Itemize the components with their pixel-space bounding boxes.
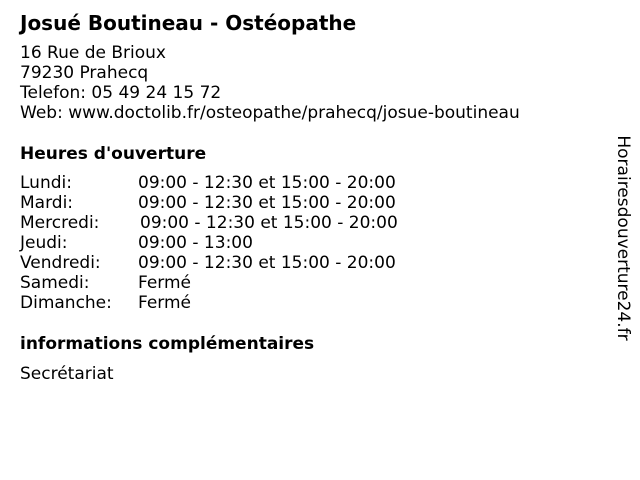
day-label: Lundi: xyxy=(20,173,72,193)
day-label: Samedi: xyxy=(20,273,90,293)
contact-block xyxy=(20,43,520,123)
hours-heading: Heures d'ouverture xyxy=(20,144,207,164)
page-title: Josué Boutineau - Ostéopathe xyxy=(20,11,357,35)
day-label: Mercredi: xyxy=(20,213,100,233)
time-range: 09:00 - 13:00 xyxy=(138,233,253,253)
time-range: Fermé xyxy=(138,273,192,293)
time-range: 09:00 - 12:30 et 15:00 - 20:00 xyxy=(138,173,396,193)
city-address: 79230 Prahecq xyxy=(20,63,149,83)
additional-info-text: Secrétariat xyxy=(20,364,114,384)
day-label: Vendredi: xyxy=(20,253,101,273)
day-label: Jeudi: xyxy=(20,233,68,253)
time-range: 09:00 - 12:30 et 15:00 - 20:00 xyxy=(138,193,396,213)
day-label: Mardi: xyxy=(20,193,74,213)
time-range: Fermé xyxy=(138,293,192,313)
street-address: 16 Rue de Brioux xyxy=(20,43,166,63)
phone-number: Telefon: 05 49 24 15 72 xyxy=(20,83,222,103)
time-range: 09:00 - 12:30 et 15:00 - 20:00 xyxy=(138,253,396,273)
additional-info-heading: informations complémentaires xyxy=(20,334,315,354)
time-range: 09:00 - 12:30 et 15:00 - 20:00 xyxy=(140,213,398,233)
day-label: Dimanche: xyxy=(20,293,112,313)
watermark-text: Horairesdouverture24.fr xyxy=(613,135,633,341)
website-url: Web: www.doctolib.fr/osteopathe/prahecq/josue-boutineau xyxy=(20,103,520,123)
